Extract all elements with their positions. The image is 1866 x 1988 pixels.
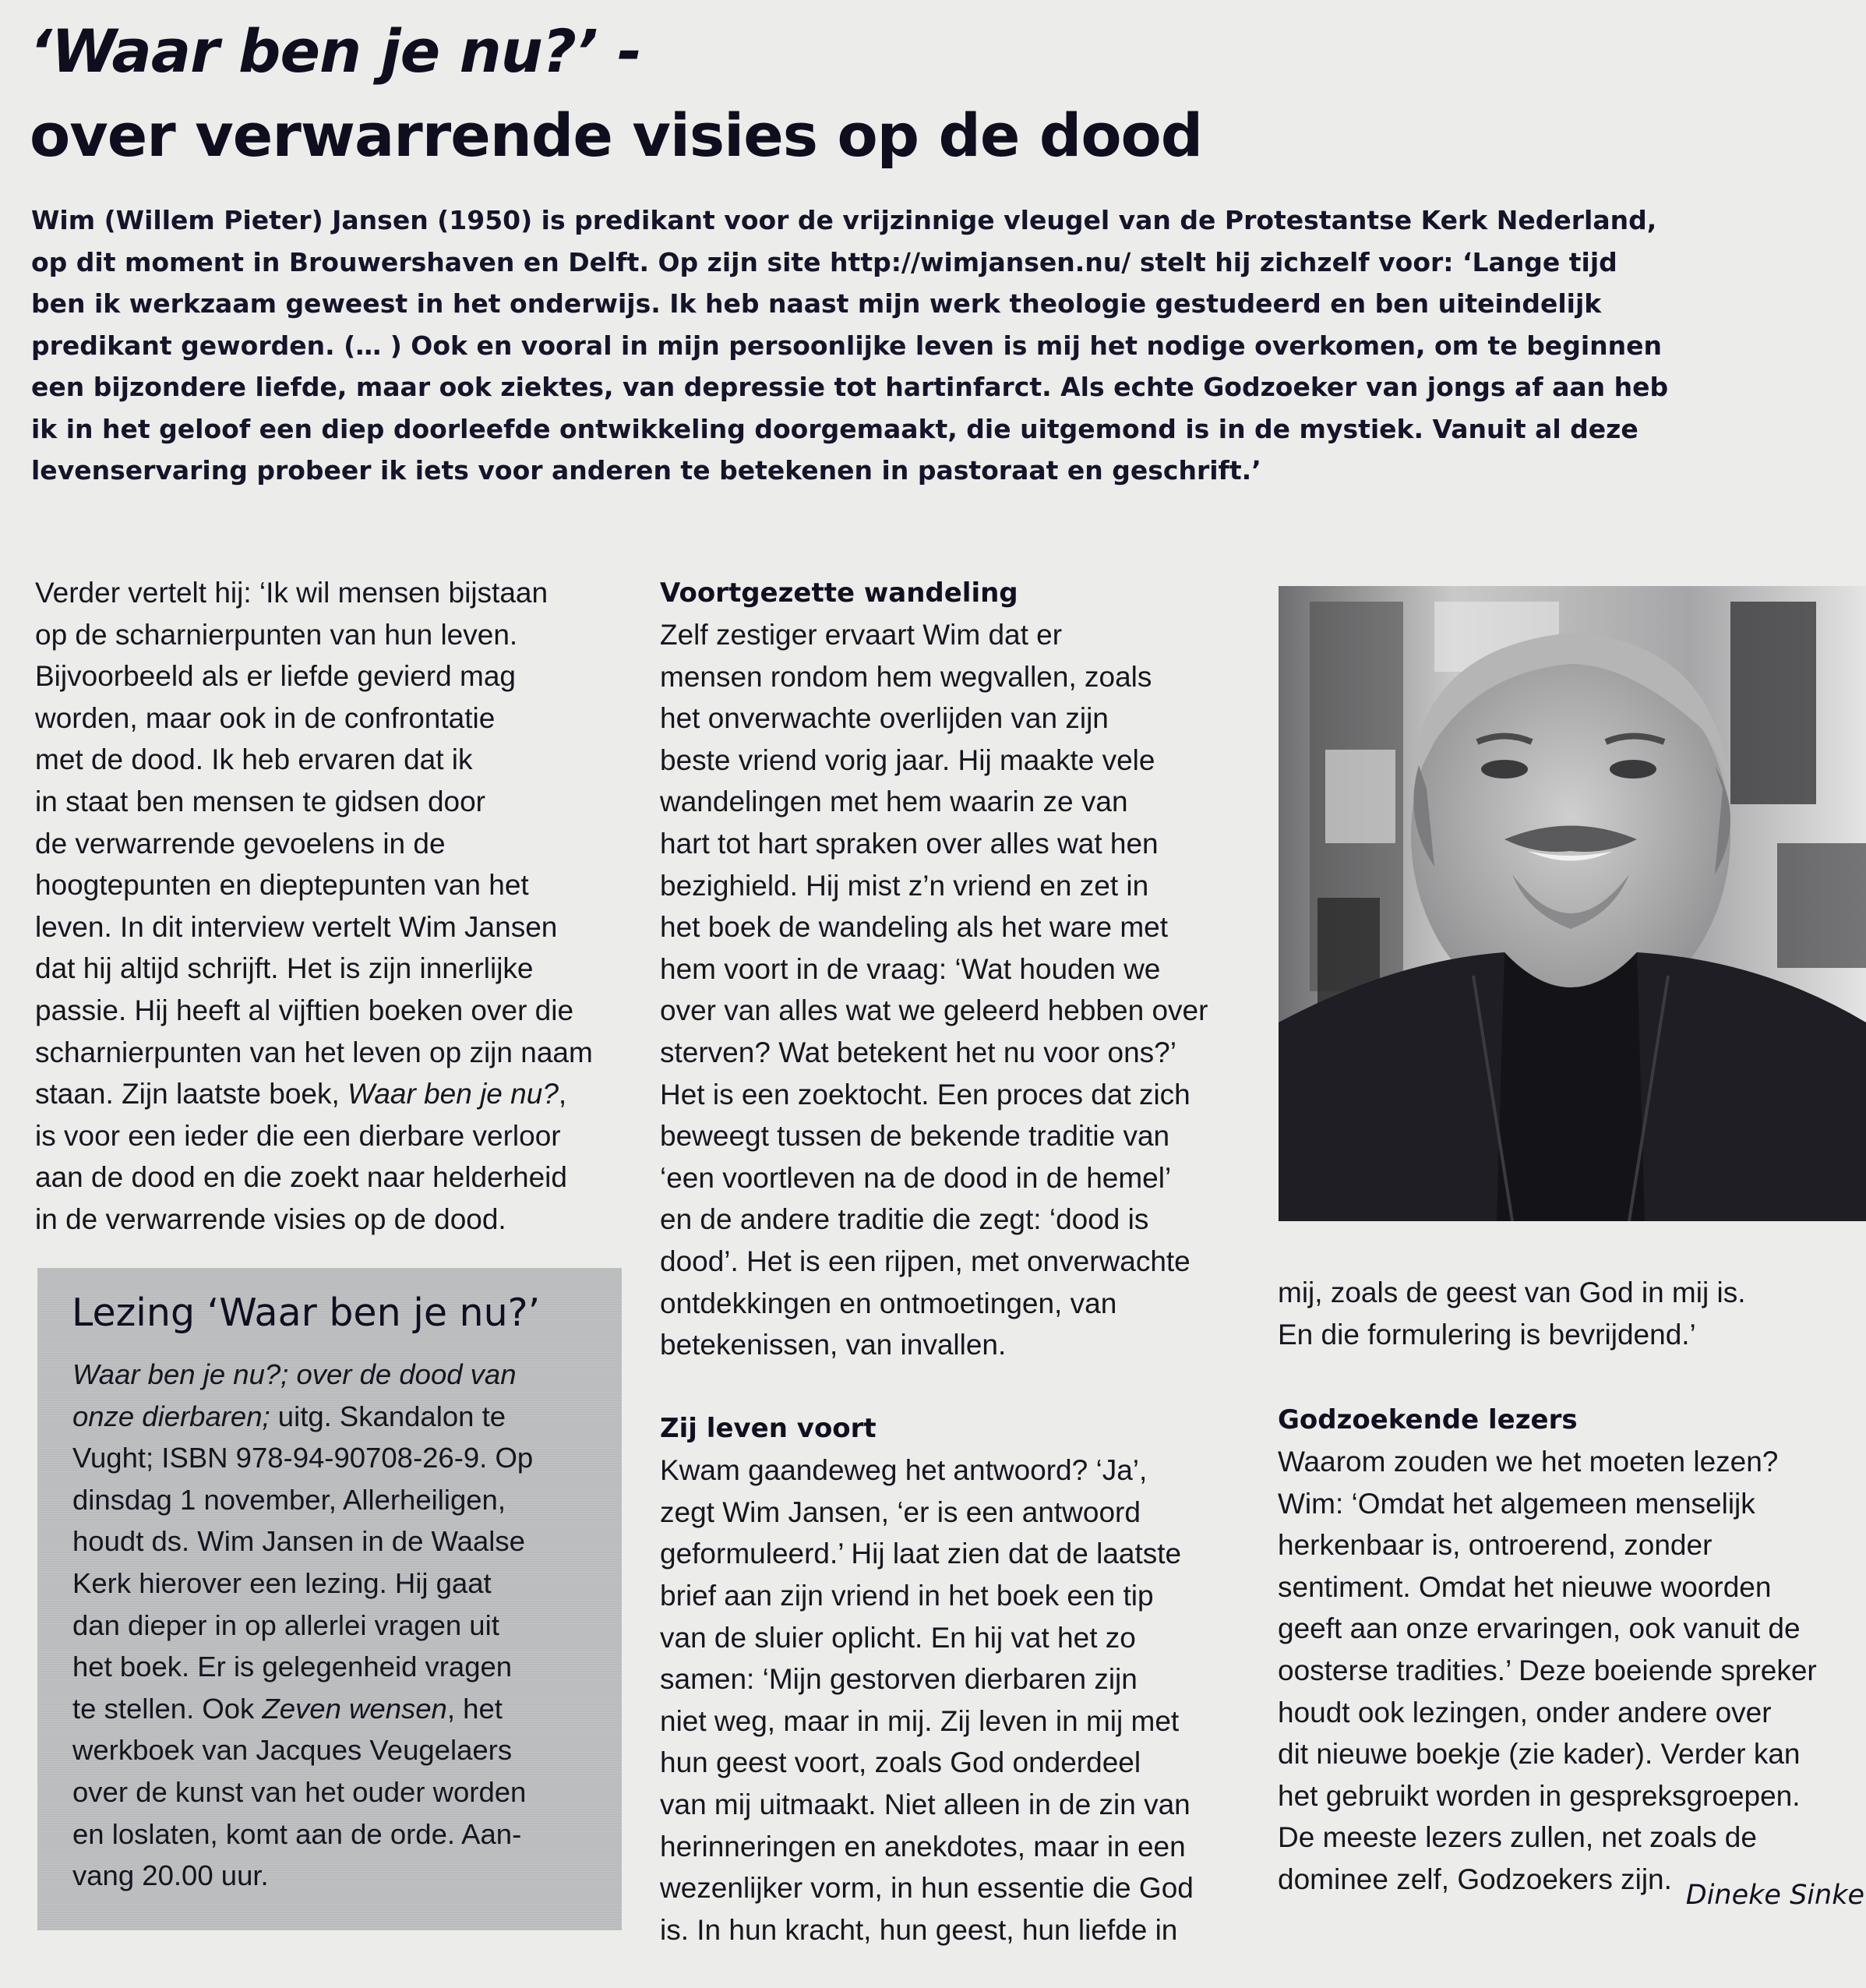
- text-line: betekenissen, van invallen.: [660, 1329, 1007, 1361]
- text-line: dood’. Het is een rijpen, met onverwachte: [660, 1245, 1191, 1277]
- author-byline: Dineke Sinke: [1685, 1880, 1864, 1911]
- text-line: het onverwachte overlijden van zijn: [660, 702, 1109, 735]
- text-line: over de kunst van het ouder worden: [72, 1775, 527, 1808]
- text-line: dat hij altijd schrijft. Het is zijn innerlijke: [35, 952, 534, 985]
- text-line: beweegt tussen de bekende traditie van: [660, 1120, 1170, 1153]
- text-line: hun geest voort, zoals God onderdeel: [660, 1746, 1141, 1779]
- text-line: oosterse tradities.’ Deze boeiende spreker: [1278, 1654, 1817, 1686]
- text-line: ben ik werkzaam geweest in het onderwijs. Ik heb naast mijn werk theologie gestudeerd en ben uiteindelijk: [31, 288, 1602, 319]
- text-line: van de sluier oplicht. En hij vat het zo: [660, 1621, 1136, 1654]
- text-line: met de dood. Ik heb ervaren dat ik: [35, 743, 473, 776]
- text-line: dominee zelf, Godzoekers zijn.: [1278, 1863, 1672, 1895]
- text-line: is voor een ieder die een dierbare verloor: [35, 1119, 561, 1152]
- text-line: predikant geworden. (… ) Ook en vooral in mijn persoonlijke leven is mij het nodige overkomen, om te beginnen: [31, 330, 1662, 361]
- title-line-2: over verwarrende visies op de dood: [30, 101, 1203, 170]
- text-fragment: uitg. Skandalon te: [270, 1400, 506, 1432]
- portrait-image: [1279, 586, 1866, 1221]
- right-column-continuation: [1278, 1272, 1854, 1355]
- text-line: Wim: ‘Omdat het algemeen menselijk: [1278, 1487, 1755, 1520]
- text-line: niet weg, maar in mij. Zij leven in mij met: [660, 1704, 1180, 1737]
- text-line: worden, maar ook in de confrontatie: [35, 701, 496, 734]
- text-line: hem voort in de vraag: ‘Wat houden we: [660, 952, 1161, 985]
- text-line: het boek de wandeling als het ware met: [660, 911, 1169, 944]
- text-line: op de scharnierpunten van hun leven.: [35, 618, 518, 651]
- book-title: Waar ben je nu?: [347, 1078, 559, 1111]
- text-line: Verder vertelt hij: ‘Ik wil mensen bijstaan: [35, 577, 549, 609]
- text-line: hart tot hart spraken over alles wat hen: [660, 827, 1159, 860]
- text-line: Waarom zouden we het moeten lezen?: [1278, 1446, 1779, 1478]
- text-line: wezenlijker vorm, in hun essentie die God: [660, 1872, 1194, 1905]
- text-line: aan de dood en die zoekt naar helderheid: [35, 1161, 567, 1194]
- book-subtitle: onze dierbaren;: [72, 1400, 270, 1432]
- text-fragment: ,: [558, 1078, 567, 1111]
- text-line: Kwam gaandeweg het antwoord? ‘Ja’,: [660, 1454, 1148, 1487]
- text-line: beste vriend vorig jaar. Hij maakte vele: [660, 743, 1155, 776]
- spacer: [660, 1366, 1260, 1408]
- text-line: in de verwarrende visies op de dood.: [35, 1202, 506, 1235]
- book-title: Zeven wensen: [262, 1692, 447, 1725]
- article-title: [30, 9, 1202, 178]
- text-line: [72, 1396, 610, 1438]
- text-line: het boek. Er is gelegenheid vragen: [72, 1651, 513, 1683]
- text-line: Zelf zestiger ervaart Wim dat er: [660, 619, 1063, 651]
- section-heading: Voortgezette wandeling: [660, 577, 1018, 609]
- text-line: Kerk hierover een lezing. Hij gaat: [72, 1566, 492, 1599]
- text-line: Wim (Willem Pieter) Jansen (1950) is predikant voor de vrijzinnige vleugel van de Protestantse Kerk Nederland,: [31, 205, 1657, 235]
- title-line-1: ‘Waar ben je nu?’ -: [30, 16, 641, 86]
- text-line: in staat ben mensen te gidsen door: [35, 785, 485, 817]
- text-line: herkenbaar is, ontroerend, zonder: [1278, 1529, 1713, 1562]
- text-line: over van alles wat we geleerd hebben over: [660, 994, 1208, 1027]
- box-title: Lezing ‘Waar ben je nu?’: [72, 1291, 541, 1335]
- text-line: scharnierpunten van het leven op zijn naam: [35, 1036, 593, 1068]
- text-line: Waar ben je nu?; over de dood van: [72, 1358, 517, 1390]
- text-line: geformuleerd.’ Hij laat zien dat de laatste: [660, 1538, 1182, 1570]
- text-line: hoogtepunten en dieptepunten van het: [35, 869, 529, 902]
- left-column: [35, 572, 635, 1241]
- text-line: ik in het geloof een diep doorleefde ontwikkeling doorgemaakt, die uitgemond is in de mystiek. Vanuit al deze: [31, 413, 1638, 444]
- text-line: van mij uitmaakt. Niet alleen in de zin van: [660, 1788, 1191, 1821]
- text-line: leven. In dit interview vertelt Wim Jansen: [35, 910, 558, 943]
- text-line: dan dieper in op allerlei vragen uit: [72, 1608, 499, 1641]
- text-line: [72, 1688, 610, 1730]
- text-line: samen: ‘Mijn gestorven dierbaren zijn: [660, 1663, 1138, 1696]
- right-column: [1278, 1399, 1854, 1901]
- intro-paragraph: [31, 200, 1823, 492]
- section-heading: Godzoekende lezers: [1278, 1404, 1578, 1435]
- text-line: dit nieuwe boekje (zie kader). Verder kan: [1278, 1738, 1801, 1771]
- text-line: brief aan zijn vriend in het boek een tip: [660, 1580, 1154, 1612]
- text-line: mensen rondom hem wegvallen, zoals: [660, 660, 1152, 693]
- text-line: en de andere traditie die zegt: ‘dood is: [660, 1203, 1149, 1236]
- box-body: [72, 1354, 610, 1897]
- middle-column: [660, 572, 1260, 1951]
- text-line: geeft aan onze ervaringen, ook vanuit de: [1278, 1612, 1801, 1645]
- text-fragment: , het: [446, 1692, 503, 1725]
- text-line: het gebruikt worden in gespreksgroepen.: [1278, 1779, 1801, 1812]
- text-line: houdt ook lezingen, onder andere over: [1278, 1696, 1772, 1728]
- text-line: ‘een voortleven na de dood in de hemel’: [660, 1161, 1172, 1194]
- text-line: herinneringen en anekdotes, maar in een: [660, 1830, 1186, 1863]
- text-line: werkboek van Jacques Veugelaers: [72, 1734, 513, 1767]
- text-line: is. In hun kracht, hun geest, hun liefde in: [660, 1913, 1178, 1946]
- text-line: vang 20.00 uur.: [72, 1859, 269, 1892]
- text-fragment: staan. Zijn laatste boek,: [35, 1078, 348, 1111]
- text-line: Vught; ISBN 978-94-90708-26-9. Op: [72, 1442, 534, 1474]
- text-line: sterven? Wat betekent het nu voor ons?’: [660, 1036, 1176, 1068]
- text-line: bezighield. Hij mist z’n vriend en zet in: [660, 869, 1149, 902]
- text-line: levenservaring probeer ik iets voor anderen te betekenen in pastoraat en geschrift.’: [31, 455, 1261, 486]
- lecture-info-box: [37, 1268, 622, 1930]
- text-line: dinsdag 1 november, Allerheiligen,: [72, 1483, 506, 1516]
- text-line: mij, zoals de geest van God in mij is.: [1278, 1276, 1746, 1308]
- text-line: sentiment. Omdat het nieuwe woorden: [1278, 1570, 1772, 1603]
- text-line: Het is een zoektocht. Een proces dat zich: [660, 1078, 1191, 1111]
- text-line: ontdekkingen en ontmoetingen, van: [660, 1287, 1117, 1319]
- text-line: zegt Wim Jansen, ‘er is een antwoord: [660, 1495, 1141, 1528]
- text-fragment: te stellen. Ook: [72, 1692, 263, 1725]
- text-line: en loslaten, komt aan de orde. Aan-: [72, 1817, 522, 1850]
- text-line: En die formulering is bevrijdend.’: [1278, 1318, 1696, 1351]
- text-line: een bijzondere liefde, maar ook ziektes, van depressie tot hartinfarct. Als echte Godzoeker van jongs af aan heb: [31, 372, 1669, 402]
- text-line: De meeste lezers zullen, net zoals de: [1278, 1821, 1757, 1854]
- text-line: op dit moment in Brouwershaven en Delft. Op zijn site http://wimjansen.nu/ stelt hij zichzelf voor: ‘Lange tijd: [31, 246, 1617, 277]
- text-line: Bijvoorbeeld als er liefde gevierd mag: [35, 660, 517, 693]
- text-line: [35, 1073, 635, 1115]
- portrait-photo: [1279, 586, 1866, 1221]
- text-line: wandelingen met hem waarin ze van: [660, 786, 1128, 818]
- section-heading: Zij leven voort: [660, 1413, 877, 1445]
- text-line: de verwarrende gevoelens in de: [35, 827, 446, 860]
- text-line: houdt ds. Wim Jansen in de Waalse: [72, 1525, 525, 1558]
- text-line: passie. Hij heeft al vijftien boeken over die: [35, 994, 574, 1026]
